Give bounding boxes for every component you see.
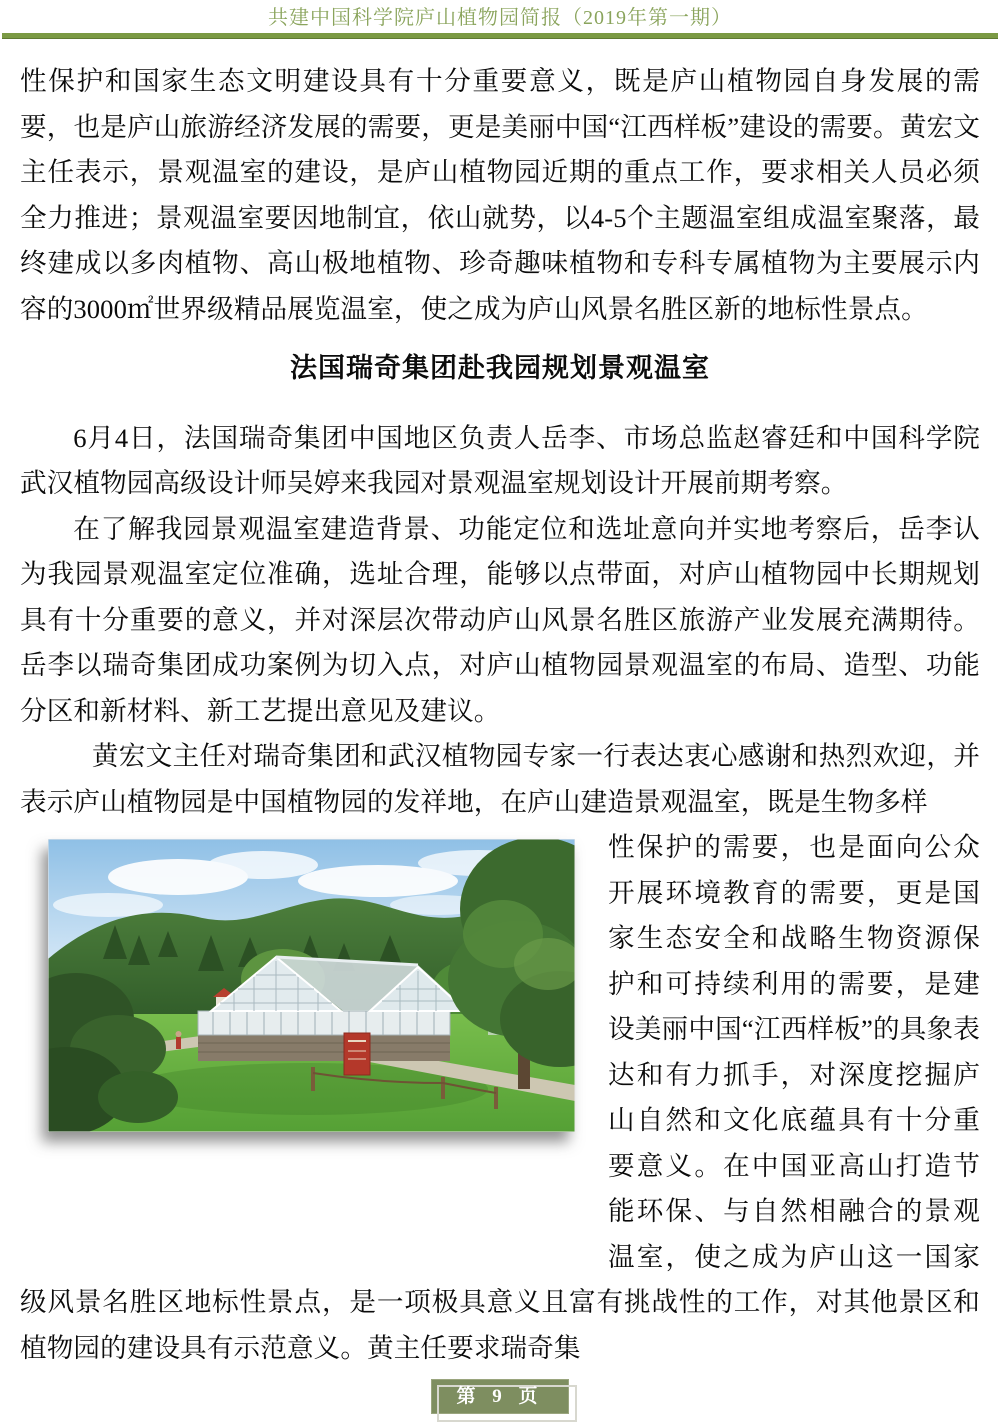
paragraph-thanks-wrapped: 性保护的需要，也是面向公众开展环境教育的需要，更是国家生态安全和战略生物资源保护和可持续利用的需要，是建设美丽中国“江西样板”的具象表达和有力抓手，对深度挖掘庐山自然和文化底蕴具有十分重要意义。在中国亚高山打造节能环保、与自然相融合的景观温室，使之成为庐山这一国家级风景名胜区地标性景点，是一项极具意义且富有挑战性的工作，对其他景区和植物园的建设具有示范意义。黄主任要求瑞奇集 [20, 832, 980, 1363]
section-heading: 法国瑞奇集团赴我园规划景观温室 [290, 353, 710, 383]
paragraph-assessment: 在了解我园景观温室建造背景、功能定位和选址意向并实地考察后，岳李认为我园景观温室定位准确，选址合理，能够以点带面，对庐山植物园中长期规划具有十分重要的意义，并对深层次带动庐山风景名胜区旅游产业发展充满期待。岳李以瑞奇集团成功案例为切入点，对庐山植物园景观温室的布局、造型、功能分区和新材料、新工艺提出意见及建议。 [20, 513, 980, 726]
page-number-badge: 第 9 页 [431, 1379, 568, 1414]
greenhouse-photo [20, 825, 580, 1235]
greenhouse-photo-illustration [48, 839, 575, 1132]
paragraph-continuation: 性保护和国家生态文明建设具有十分重要意义，既是庐山植物园自身发展的需要，也是庐山旅游经济发展的需要，更是美丽中国“江西样板”建设的需要。黄宏文主任表示，景观温室的建设，是庐山植物园近期的重点工作，要求相关人员必须全力推进；景观温室要因地制宜，依山就势，以4-5个主题温室组成温室聚落，最终建成以多肉植物、高山极地植物、珍奇趣味植物和专科专属植物为主要展示内容的3000㎡世界级精品展览温室，使之成为庐山风景名胜区新的地标性景点。 [20, 66, 980, 324]
paragraph-thanks-lead: 黄宏文主任对瑞奇集团和武汉植物园专家一行表达衷心感谢和热烈欢迎，并表示庐山植物园是中国植物园的发祥地，在庐山建造景观温室，既是生物多样 [20, 741, 980, 817]
article-body [20, 39, 980, 1371]
newsletter-title: 共建中国科学院庐山植物园简报（2019年第一期） [268, 7, 732, 29]
page-header [0, 0, 1000, 39]
page-footer [0, 1379, 1000, 1414]
paragraph-visit: 6月4日，法国瑞奇集团中国地区负责人岳李、市场总监赵睿廷和中国科学院武汉植物园高级设计师吴婷来我园对景观温室规划设计开展前期考察。 [20, 422, 980, 498]
photo-person [176, 1031, 182, 1049]
photo-red-sign [344, 1033, 370, 1075]
